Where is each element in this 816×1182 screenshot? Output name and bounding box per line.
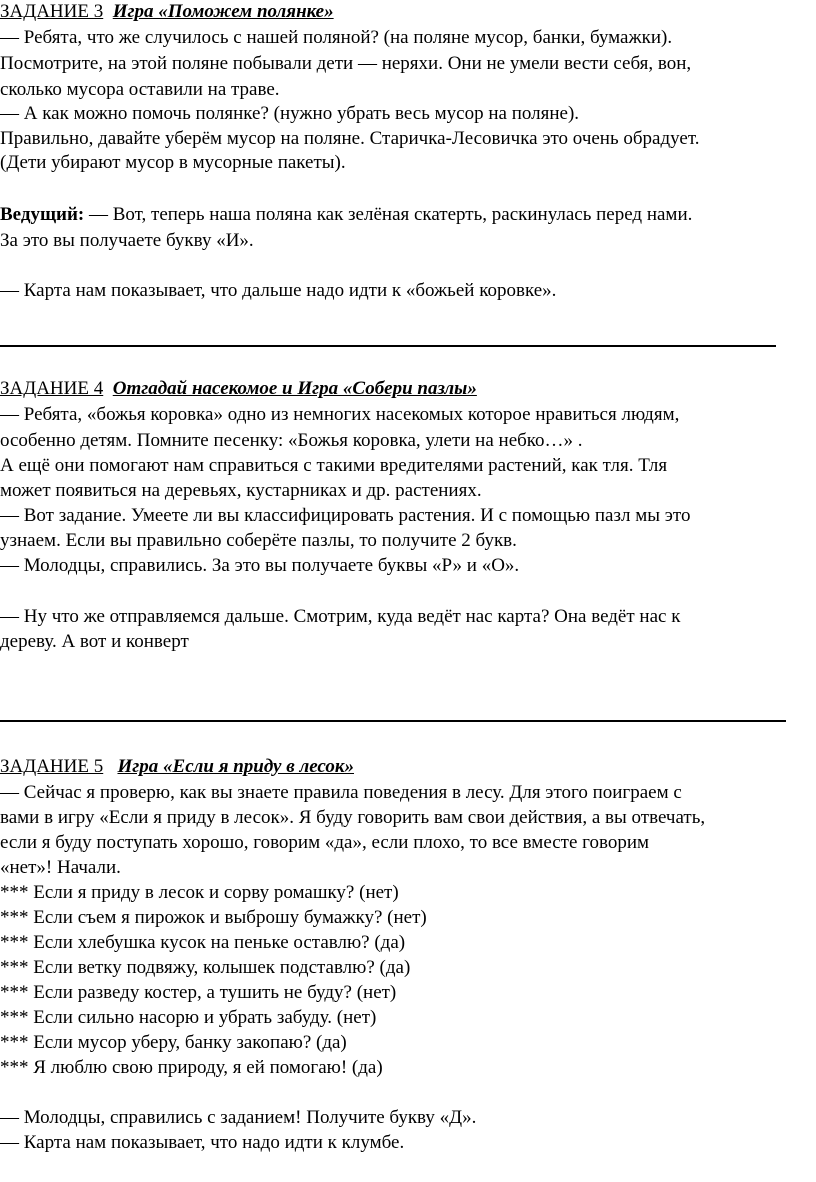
task4-line-6: узнаем. Если вы правильно соберёте пазлы, то получите 2 букв. — [0, 530, 517, 551]
task4-line-4: может появиться на деревьях, кустарниках и др. растениях. — [0, 480, 482, 501]
task4-line-5: — Вот задание. Умеете ли вы классифицировать растения. И с помощью пазл мы это — [0, 505, 691, 526]
host-text: — Вот, теперь наша поляна как зелёная скатерть, раскинулась перед нами. — [84, 204, 693, 225]
task3-line-5: Правильно, давайте уберём мусор на поляне. Старичка-Лесовичка это очень обрадует. — [0, 128, 700, 149]
task3-line-4: — А как можно помочь полянке? (нужно убрать весь мусор на поляне). — [0, 103, 580, 124]
task5-final-line-2: — Карта нам показывает, что надо идти к клумбе. — [0, 1132, 405, 1153]
section-divider — [0, 720, 786, 722]
section-divider — [0, 345, 776, 347]
task4-line-3: А ещё они помогают нам справиться с такими вредителями растений, как тля. Тля — [0, 455, 668, 476]
task5-rule-1: *** Если я приду в лесок и сорву ромашку? (нет) — [0, 882, 399, 903]
task4-heading — [0, 377, 477, 401]
task4-next-line-1: — Ну что же отправляемся дальше. Смотрим, куда ведёт нас карта? Она ведёт нас к — [0, 606, 681, 627]
task3-map-line: — Карта нам показывает, что дальше надо идти к «божьей коровке». — [0, 280, 557, 301]
task3-heading — [0, 0, 334, 24]
task3-line-2: Посмотрите, на этой поляне побывали дети — неряхи. Они не умели вести себя, вон, — [0, 53, 692, 74]
task3-host-line — [0, 203, 692, 227]
task5-final-line-1: — Молодцы, справились с заданием! Получите букву «Д». — [0, 1107, 477, 1128]
task5-rule-2: *** Если съем я пирожок и выброшу бумажку? (нет) — [0, 907, 427, 928]
task3-line-1: — Ребята, что же случилось с нашей поляной? (на поляне мусор, банки, бумажки). — [0, 27, 673, 48]
task4-line-2: особенно детям. Помните песенку: «Божья коровка, улети на небко…» . — [0, 430, 583, 451]
task5-rule-7: *** Если мусор уберу, банку закопаю? (да) — [0, 1032, 347, 1053]
task3-title: Игра «Поможем полянке» — [112, 1, 334, 22]
task5-line-3: если я буду поступать хорошо, говорим «да», если плохо, то все вместе говорим — [0, 832, 650, 853]
task5-line-2: вами в игру «Если я приду в лесок». Я буду говорить вам свои действия, а вы отвечать, — [0, 807, 706, 828]
task5-rule-3: *** Если хлебушка кусок на пеньке оставлю? (да) — [0, 932, 406, 953]
task3-line-6: (Дети убирают мусор в мусорные пакеты). — [0, 152, 346, 173]
task5-rule-4: *** Если ветку подвяжу, колышек подставлю? (да) — [0, 957, 411, 978]
task3-label: ЗАДАНИЕ 3 — [0, 1, 104, 22]
task4-line-7: — Молодцы, справились. За это вы получаете буквы «Р» и «О». — [0, 555, 520, 576]
task5-label: ЗАДАНИЕ 5 — [0, 756, 104, 777]
task5-rule-8: *** Я люблю свою природу, я ей помогаю! (да) — [0, 1057, 383, 1078]
task4-label: ЗАДАНИЕ 4 — [0, 378, 104, 399]
task5-line-1: — Сейчас я проверю, как вы знаете правила поведения в лесу. Для этого поиграем с — [0, 782, 682, 803]
task4-line-1: — Ребята, «божья коровка» одно из немногих насекомых которое нравиться людям, — [0, 404, 680, 425]
task5-rule-5: *** Если разведу костер, а тушить не буду? (нет) — [0, 982, 397, 1003]
task5-heading — [0, 755, 354, 779]
host-label: Ведущий: — [0, 204, 85, 225]
task5-rule-6: *** Если сильно насорю и убрать забуду. (нет) — [0, 1007, 377, 1028]
task3-line-3: сколько мусора оставили на траве. — [0, 79, 280, 100]
task5-line-4: «нет»! Начали. — [0, 857, 121, 878]
task3-host-line-2: За это вы получаете букву «И». — [0, 230, 254, 251]
task4-next-line-2: дереву. А вот и конверт — [0, 631, 189, 652]
task5-title: Игра «Если я приду в лесок» — [117, 756, 354, 777]
task4-title: Отгадай насекомое и Игра «Собери пазлы» — [112, 378, 477, 399]
